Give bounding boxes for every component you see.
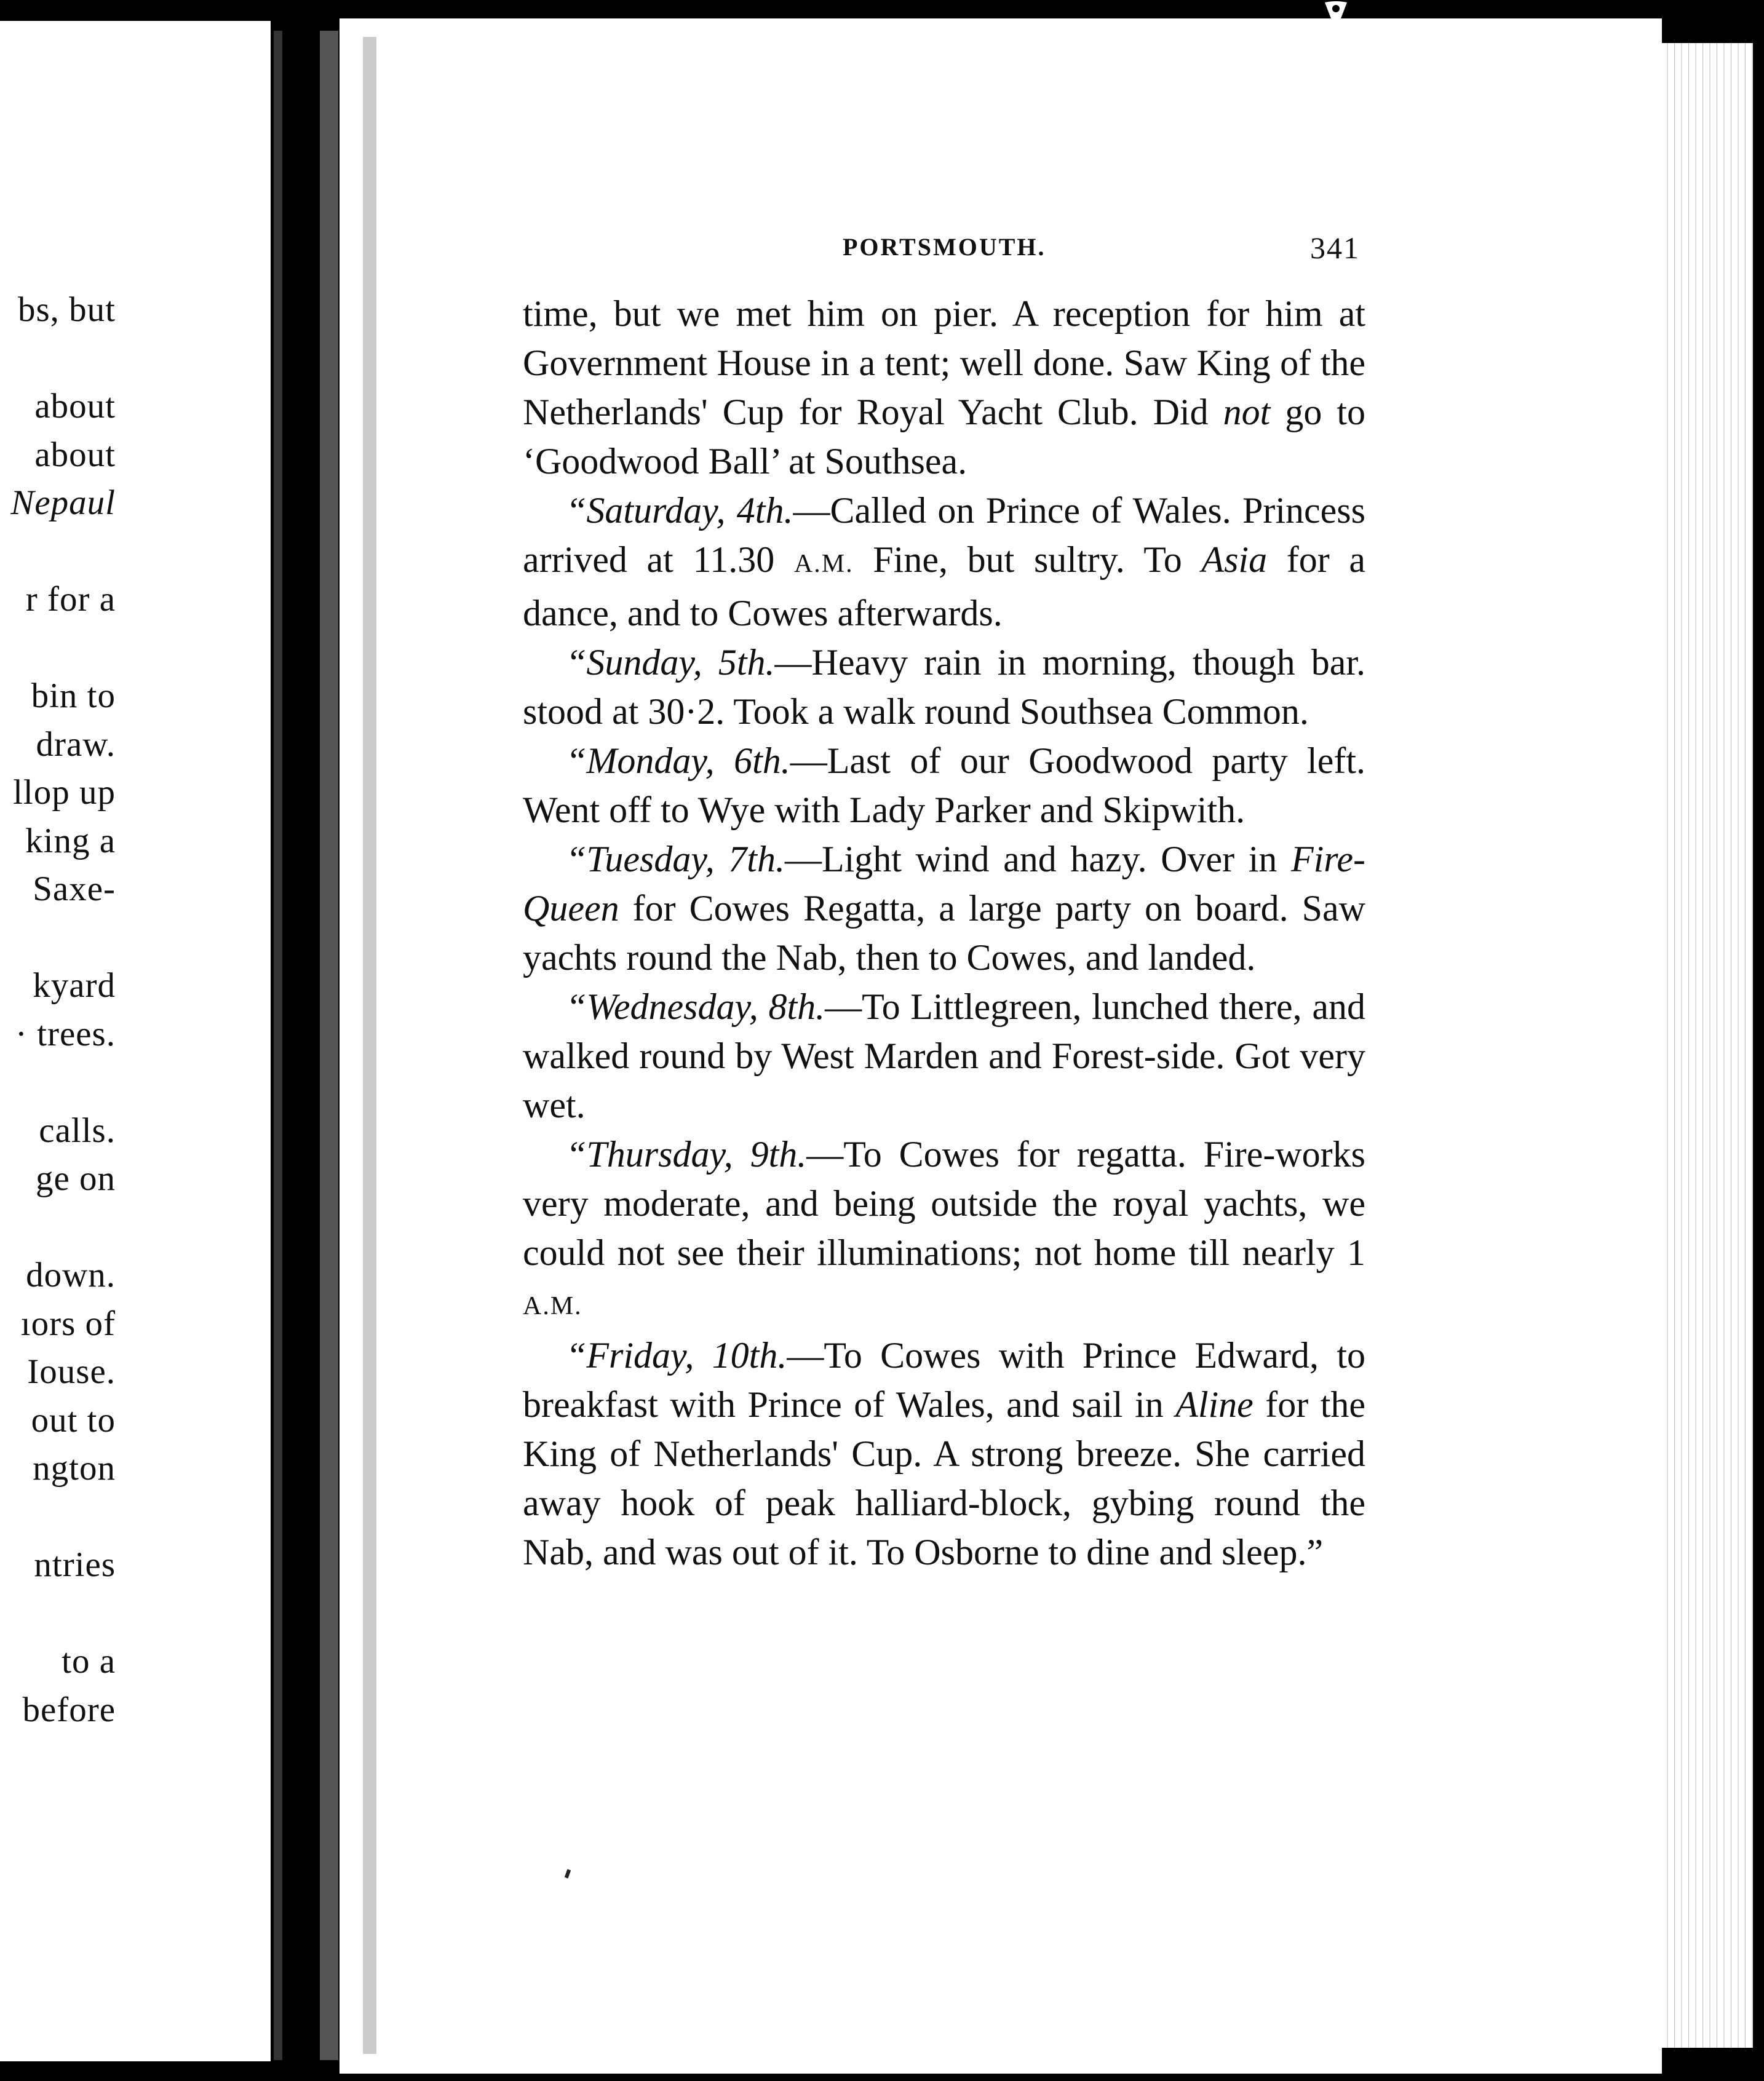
entry-date: “Sunday, 5th. — [566, 642, 775, 683]
text-run: —Heavy rain in morning, though bar. stood at 30·2. Took a walk round Southsea Common. — [523, 642, 1365, 732]
gutter-shadow — [274, 31, 282, 2060]
text-run: —Light wind and hazy. Over in — [784, 839, 1291, 879]
left-page-line: Nepaul — [10, 483, 116, 522]
ship-name: Fire-Queen — [523, 839, 1365, 929]
left-page-line: ngton — [33, 1449, 116, 1488]
entry-date: “Thursday, 9th. — [566, 1134, 807, 1175]
body-text — [523, 289, 1365, 1577]
gutter-fold — [320, 31, 338, 2060]
text-run: —Called on Prince of Wales. Princess arrived at 11.30 — [523, 490, 1365, 580]
diary-entry-friday — [523, 1331, 1365, 1577]
text-run: go to ‘Goodwood Ball’ at Southsea. — [523, 392, 1365, 482]
left-page-line: llop up — [13, 773, 116, 812]
running-head: PORTSMOUTH. — [843, 233, 1046, 261]
text-run: for a dance, and to Cowes afterwards. — [523, 539, 1366, 633]
left-page-line: Saxe- — [33, 870, 116, 908]
left-page-line: down. — [26, 1256, 116, 1294]
left-page-line: draw. — [36, 724, 116, 764]
left-page-line: ıors of — [20, 1304, 116, 1343]
text-run: —To Cowes for regatta. Fire-works very moderate, and being outside the royal yachts, we could not see their illuminations; not home till nearly 1 — [523, 1134, 1365, 1273]
diary-entry-tuesday — [523, 834, 1365, 982]
diary-entry-monday — [523, 736, 1365, 834]
small-caps: A.M. — [793, 550, 854, 578]
text-run: —To Littlegreen, lunched there, and walked round by West Marden and Forest-side. Got very wet. — [523, 986, 1365, 1125]
entry-date: “Friday, 10th. — [566, 1335, 787, 1376]
text-run: —To Cowes with Prince Edward, to breakfast with Prince of Wales, and sail in — [523, 1335, 1365, 1425]
diary-entry-saturday — [523, 486, 1365, 638]
page-number: 341 — [1310, 231, 1360, 265]
text-run: for Cowes Regatta, a large party on board. Saw yachts round the Nab, then to Cowes, and landed. — [523, 888, 1365, 978]
left-page-line: calls. — [39, 1111, 116, 1150]
left-page-line: · trees. — [15, 1014, 116, 1053]
left-page-line: to a — [62, 1642, 116, 1681]
entry-date: “Tuesday, 7th. — [566, 839, 785, 879]
left-page-line: king a — [25, 821, 116, 860]
diary-entry-wednesday — [523, 982, 1365, 1130]
left-page-line: ge on — [35, 1159, 116, 1198]
entry-date: “Monday, 6th. — [566, 740, 790, 781]
left-page-line: bin to — [31, 676, 116, 715]
left-page-line: r for a — [25, 580, 116, 619]
entry-date: “Wednesday, 8th. — [566, 986, 825, 1027]
text-run: —Last of our Goodwood party left. Went off to Wye with Lady Parker and Skipwith. — [523, 740, 1366, 830]
small-caps: A.M. — [523, 1292, 582, 1320]
emphasis: not — [1223, 392, 1271, 432]
text-run: for the King of Netherlands' Cup. A strong breeze. She carried away hook of peak halliard-block, gybing round the Nab, and was out of it. To Osborne to dine and sleep.” — [523, 1384, 1366, 1572]
ship-name: Aline — [1175, 1384, 1253, 1425]
left-facing-page — [0, 21, 271, 2061]
left-page-line: before — [22, 1690, 116, 1729]
left-page-line: about — [34, 387, 116, 426]
binding-hole-icon — [1322, 0, 1349, 25]
text-run: time, but we met him on pier. A reception for him at Government House in a tent; well done. Saw King of the Netherlands' Cup for Royal Yacht Club. Did — [523, 293, 1365, 432]
left-page-line: ntries — [34, 1545, 116, 1584]
left-page-line: kyard — [33, 966, 116, 1005]
left-page-line: out to — [31, 1400, 116, 1440]
text-run: Fine, but sultry. To — [853, 539, 1202, 580]
entry-date: “Saturday, 4th. — [566, 490, 793, 531]
diary-entry-thursday — [523, 1130, 1365, 1331]
left-page-line: bs, but — [17, 290, 116, 329]
paragraph-continuation — [523, 289, 1365, 486]
ship-name: Asia — [1201, 539, 1268, 580]
page-edges-stack — [1661, 43, 1753, 2048]
page-binding-edge — [363, 37, 376, 2054]
left-page-line: about — [34, 435, 116, 474]
left-page-line: Iouse. — [27, 1352, 116, 1391]
diary-entry-sunday — [523, 638, 1365, 736]
